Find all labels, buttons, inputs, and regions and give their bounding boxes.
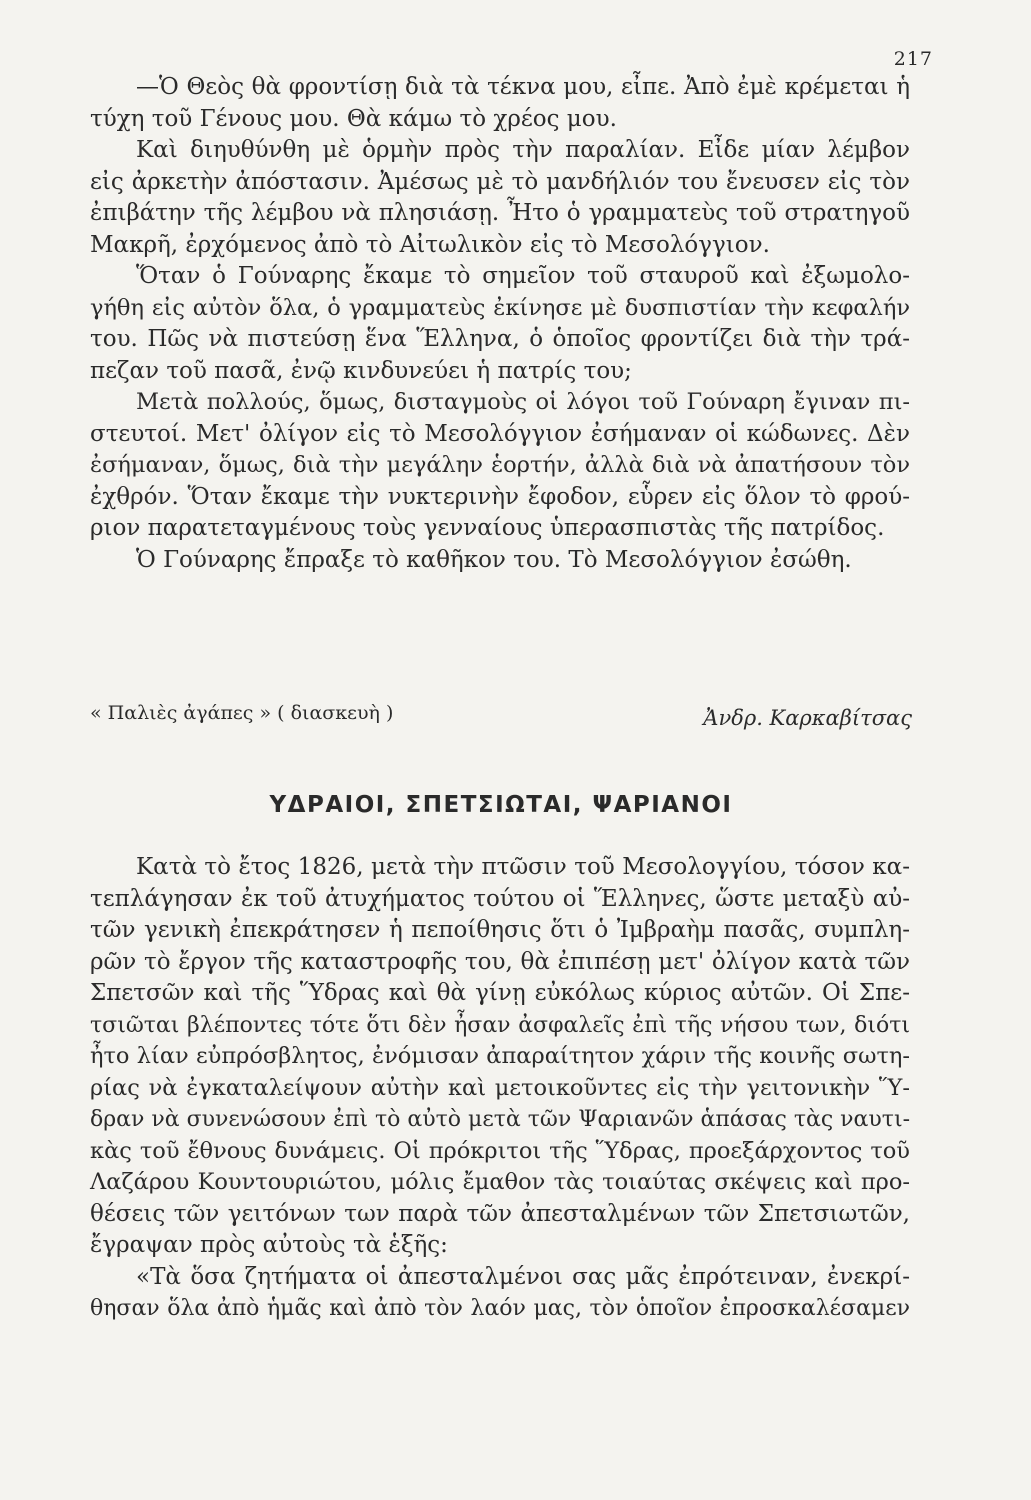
text-line: Μετὰ πολλούς, ὅμως, δισταγμοὺς οἱ λόγοι τοῦ Γούναρη ἔγιναν πι-	[136, 389, 910, 415]
text-line: ρίας νὰ ἐγκαταλείψουν αὐτὴν καὶ μετοικοῦντες εἰς τὴν γειτονικὴν Ὕ-	[90, 1074, 910, 1101]
text-line: τύχη τοῦ Γένους μου. Θὰ κάμω τὸ χρέος μου.	[90, 105, 617, 132]
text-line: τεπλάγησαν ἐκ τοῦ ἀτυχήματος τούτου οἱ Ἕλληνες, ὥστε μεταξὺ αὐ-	[90, 885, 910, 912]
text-line: δραν νὰ συνενώσουν ἐπὶ τὸ αὐτὸ μετὰ τῶν Ψαριανῶν ἁπάσας τὰς ναυτι-	[90, 1107, 911, 1132]
text-line: θέσεις τῶν γειτόνων των παρὰ τῶν ἀπεσταλμένων τῶν Σπετσιωτῶν,	[90, 1200, 910, 1227]
text-line: —Ὁ Θεὸς θὰ φροντίσῃ διὰ τὰ τέκνα μου, εἶπε. Ἀπὸ ἐμὲ κρέμεται ἡ	[136, 74, 910, 100]
text-line: ἐπιβάτην τῆς λέμβου νὰ πλησιάσῃ. Ἦτο ὁ γραμματεὺς τοῦ στρατηγοῦ	[90, 200, 910, 226]
text-line: Καὶ διηυθύνθη μὲ ὁρμὴν πρὸς τὴν παραλίαν. Εἶδε μίαν λέμβον	[136, 137, 910, 163]
attribution	[90, 700, 912, 740]
text-line: ρῶν τὸ ἔργον τῆς καταστροφῆς του, θὰ ἐπιπέσῃ μετ' ὀλίγον κατὰ τῶν	[90, 948, 910, 975]
text-line: Κατὰ τὸ ἔτος 1826, μετὰ τὴν πτῶσιν τοῦ Μεσολογγίου, τόσον κα-	[136, 854, 910, 880]
page-number: 217	[893, 48, 933, 70]
section-heading: ΥΔΡΑΙΟΙ, ΣΠΕΤΣΙΩΤΑΙ, ΨΑΡΙΑΝΟΙ	[269, 792, 733, 818]
text-line: του. Πῶς νὰ πιστεύσῃ ἕνα Ἕλληνα, ὁ ὁποῖος φροντίζει διὰ τὴν τρά-	[90, 326, 910, 352]
text-line: ἐχθρόν. Ὅταν ἔκαμε τὴν νυκτερινὴν ἔφοδον, εὗρεν εἰς ὅλον τὸ φρού-	[90, 483, 910, 510]
text-line: τῶν γενικὴ ἐπεκράτησεν ἡ πεποίθησις ὅτι ὁ Ἰμβραὴμ πασᾶς, συμπλη-	[90, 917, 910, 943]
text-line: κὰς τοῦ ἔθνους δυνάμεις. Οἱ πρόκριτοι τῆς Ὕδρας, προεξάρχοντος τοῦ	[90, 1137, 910, 1164]
text-line: γήθη εἰς αὐτὸν ὅλα, ὁ γραμματεὺς ἐκίνησε μὲ δυσπιστίαν τὴν κεφαλήν	[90, 294, 910, 321]
text-line: θησαν ὅλα ἀπὸ ἡμᾶς καὶ ἀπὸ τὸν λαόν μας, τὸν ὁποῖον ἐπροσκαλέσαμεν	[90, 1296, 910, 1321]
text-line: στευτοί. Μετ' ὀλίγον εἰς τὸ Μεσολόγγιον ἐσήμαναν οἱ κώδωνες. Δὲν	[90, 420, 910, 447]
text-line: Ὁ Γούναρης ἔπραξε τὸ καθῆκον του. Τὸ Μεσολόγγιον ἐσώθη.	[136, 546, 852, 573]
author-name: Ἀνδρ. Καρκαβίτσας	[703, 706, 912, 730]
section-body-text	[90, 852, 910, 1325]
text-line: ἦτο λίαν εὐπρόσβλητος, ἐνόμισαν ἀπαραίτητον χάριν τῆς κοινῆς σωτη-	[90, 1043, 910, 1069]
story-ending-text	[90, 72, 910, 576]
text-line: τσιῶται βλέποντες τότε ὅτι δὲν ἦσαν ἀσφαλεῖς ἐπὶ τῆς νήσου των, διότι	[90, 1012, 910, 1038]
text-line: Ὅταν ὁ Γούναρης ἔκαμε τὸ σημεῖον τοῦ σταυροῦ καὶ ἐξωμολο-	[136, 263, 910, 289]
text-line: Λαζάρου Κουντουριώτου, μόλις ἔμαθον τὰς τοιαύτας σκέψεις καὶ προ-	[90, 1169, 910, 1195]
text-line: Σπετσῶν καὶ τῆς Ὕδρας καὶ θὰ γίνῃ εὐκόλως κύριος αὐτῶν. Οἱ Σπε-	[90, 980, 910, 1006]
text-line: ἔγραψαν πρὸς αὐτοὺς τὰ ἑξῆς:	[90, 1232, 448, 1258]
text-line: «Τὰ ὅσα ζητήματα οἱ ἀπεσταλμένοι σας μᾶς ἐπρότειναν, ἐνεκρί-	[136, 1263, 910, 1290]
text-line: πεζαν τοῦ πασᾶ, ἐνῷ κινδυνεύει ἡ πατρίς του;	[90, 357, 632, 384]
text-line: εἰς ἀρκετὴν ἀπόστασιν. Ἀμέσως μὲ τὸ μανδήλιόν του ἔνευσεν εἰς τὸν	[90, 168, 910, 195]
text-line: Μακρῆ, ἐρχόμενος ἀπὸ τὸ Αἰτωλικὸν εἰς τὸ Μεσολόγγιον.	[90, 231, 770, 258]
text-line: ριον παρατεταγμένους τοὺς γενναίους ὑπερασπιστὰς τῆς πατρίδος.	[90, 515, 885, 541]
text-line: ἐσήμαναν, ὅμως, διὰ τὴν μεγάλην ἑορτήν, ἀλλὰ διὰ νὰ ἀπατήσουν τὸν	[90, 452, 910, 478]
source-citation: « Παλιὲς ἀγάπες » ( διασκευὴ )	[90, 702, 394, 724]
